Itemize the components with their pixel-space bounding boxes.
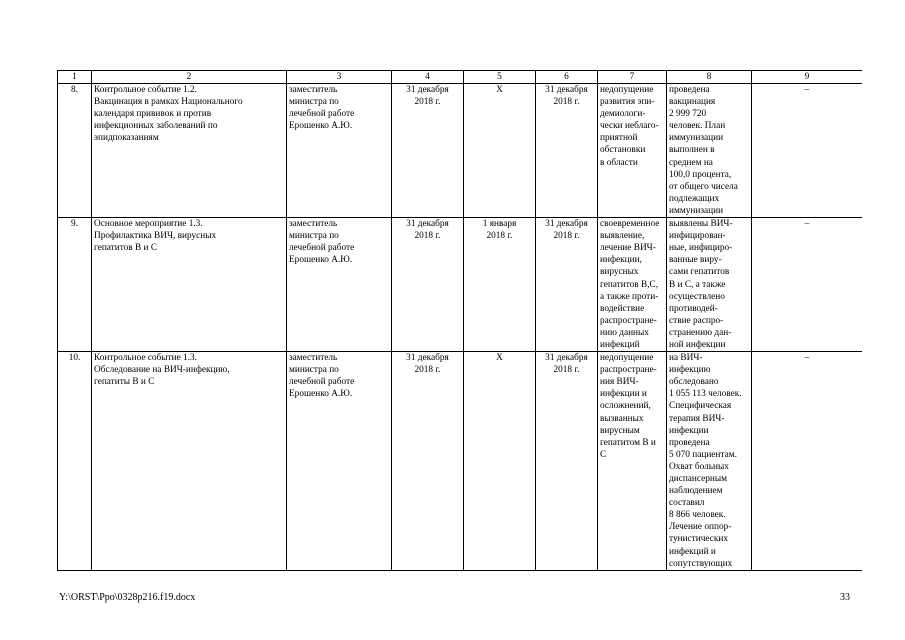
column-number-row	[58, 71, 863, 84]
expected-result: своевременное выявление, лечение ВИЧ- инфекции, вирусных гепатитов В,С, а также проти- водействие распростране- нию данных инфекций	[598, 218, 667, 352]
footer-file-path: Y:\ORST\Ppo\0328p216.f19.docx	[59, 592, 196, 603]
achieved-result: проведена вакцинация 2 999 720 человек. План иммунизации выполнен в среднем на 100,0 процента, от общего чисела подлежащих иммунизации	[667, 84, 752, 218]
responsible-person: заместитель министра по лечебной работе Ерошенко А.Ю.	[287, 84, 392, 218]
column-number: 8	[667, 71, 752, 84]
problems: –	[752, 84, 863, 218]
problems: –	[752, 218, 863, 352]
actual-end: 31 декабря 2018 г.	[536, 352, 598, 571]
expected-result: недопущение развития эпи- демиологи- чески неблаго- приятной обстановки в области	[598, 84, 667, 218]
planned-date: 31 декабря 2018 г.	[392, 84, 464, 218]
achieved-result: выявлены ВИЧ- инфицирован- ные, инфициро- ванные виру- сами гепатитов В и С, а также осуществлено противодей- ствие распро- странению дан- ной инфекции	[667, 218, 752, 352]
problems: –	[752, 352, 863, 571]
planned-date: 31 декабря 2018 г.	[392, 352, 464, 571]
actual-end: 31 декабря 2018 г.	[536, 218, 598, 352]
report-table-container	[57, 70, 862, 581]
page-number: 33	[840, 592, 850, 603]
column-number: 9	[752, 71, 863, 84]
planned-date: 31 декабря 2018 г.	[392, 218, 464, 352]
row-number: 8.	[58, 84, 92, 218]
report-table	[57, 70, 862, 571]
column-number: 5	[464, 71, 536, 84]
achieved-result: на ВИЧ- инфекцию обследовано 1 055 113 человек. Специфическая терапия ВИЧ- инфекции проведена 5 070 пациентам. Охват больных диспансерным наблюдением составил 8 866 человек. Лечение оппор- тунистических инфекций и сопутствующих	[667, 352, 752, 571]
column-number: 3	[287, 71, 392, 84]
actual-start: 1 января 2018 г.	[464, 218, 536, 352]
row-number: 9.	[58, 218, 92, 352]
responsible-person: заместитель министра по лечебной работе Ерошенко А.Ю.	[287, 352, 392, 571]
expected-result: недопущение распростране- ния ВИЧ- инфекции и осложнений, вызванных вирусным гепатитом В и С	[598, 352, 667, 571]
column-number: 2	[92, 71, 287, 84]
event-name: Основное мероприятие 1.3. Профилактика ВИЧ, вирусных гепатитов В и С	[92, 218, 287, 352]
actual-end: 31 декабря 2018 г.	[536, 84, 598, 218]
event-name: Контрольное событие 1.3. Обследование на ВИЧ-инфекцию, гепатиты В и С	[92, 352, 287, 571]
column-number: 4	[392, 71, 464, 84]
table-row	[58, 352, 863, 571]
column-number: 1	[58, 71, 92, 84]
actual-start: Х	[464, 352, 536, 571]
column-number: 6	[536, 71, 598, 84]
row-number: 10.	[58, 352, 92, 571]
actual-start: Х	[464, 84, 536, 218]
column-number: 7	[598, 71, 667, 84]
table-row	[58, 218, 863, 352]
table-row	[58, 84, 863, 218]
responsible-person: заместитель министра по лечебной работе Ерошенко А.Ю.	[287, 218, 392, 352]
event-name: Контрольное событие 1.2. Вакцинация в рамках Национального календаря прививок и против инфекционных заболеваний по эпидпоказаниям	[92, 84, 287, 218]
